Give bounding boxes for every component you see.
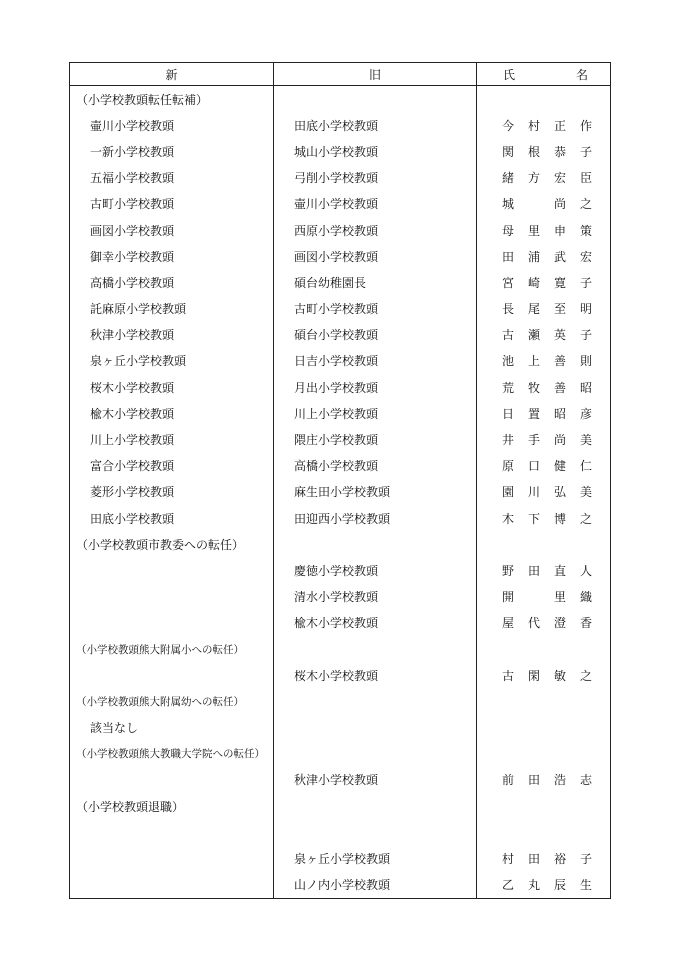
personnel-document [69,62,610,899]
section-row [70,741,611,767]
name-char: 子 [579,275,592,290]
cell-old-position: 清水小学校教頭 [274,584,477,610]
cell-old-position: 画図小学校教頭 [274,243,477,269]
cell-name [477,453,611,479]
cell-old-position [274,715,477,741]
cell-name [477,400,611,426]
name-char: 日 [502,406,515,421]
name-char: 健 [553,459,566,474]
name-char: 荒 [502,380,515,395]
cell-old-position [274,793,477,819]
name-char: 乙 [502,878,515,893]
name-char: 明 [579,302,592,317]
cell-name [477,715,611,741]
cell-new-position: 泉ヶ丘小学校教頭 [70,348,274,374]
name-char: 宏 [553,171,566,186]
cell-new-position: 古町小学校教頭 [70,191,274,217]
table-row [70,819,611,845]
header-old: 旧 [274,63,477,86]
table-row [70,767,611,793]
name-char: 崎 [527,275,540,290]
section-row [70,86,611,113]
header-name-part: 名 [575,67,588,82]
name-char: 屋 [502,616,515,631]
name-char: 臣 [579,171,592,186]
cell-name [477,296,611,322]
table-body [70,86,611,899]
cell-new-position: 高橋小学校教頭 [70,269,274,295]
cell-name [477,191,611,217]
cell-old-position: 城山小学校教頭 [274,138,477,164]
name-char: 宮 [502,275,515,290]
cell-old-position [274,531,477,557]
section-row [70,531,611,557]
cell-old-position: 麻生田小学校教頭 [274,479,477,505]
name-char: 之 [579,197,592,212]
name-char: 之 [579,668,592,683]
name-char: 手 [527,433,540,448]
name-char: 古 [502,328,515,343]
name-char: 池 [502,354,515,369]
name-char: 作 [579,118,592,133]
name-char: 香 [579,616,592,631]
cell-new-position: 壷川小学校教頭 [70,112,274,138]
name-char: 園 [502,485,515,500]
cell-name [477,112,611,138]
name-char: 尚 [553,197,566,212]
name-char: 昭 [553,406,566,421]
table-row [70,872,611,899]
name-char: 田 [502,249,515,264]
cell-name [477,636,611,662]
cell-name [477,688,611,714]
cell-name [477,479,611,505]
name-char: 至 [553,302,566,317]
table-row [70,217,611,243]
cell-name [477,138,611,164]
cell-new-position [70,610,274,636]
name-char: 置 [527,406,540,421]
cell-name [477,243,611,269]
cell-name [477,819,611,845]
name-char: 上 [527,354,540,369]
cell-new-position [70,557,274,583]
cell-old-position: 田迎西小学校教頭 [274,505,477,531]
cell-new-position: 菱形小学校教頭 [70,479,274,505]
cell-name [477,426,611,452]
name-char: 丸 [527,878,540,893]
cell-old-position: 泉ヶ丘小学校教頭 [274,845,477,871]
name-char: 子 [579,328,592,343]
table-row [70,348,611,374]
cell-name [477,269,611,295]
cell-new-position: 楡木小学校教頭 [70,400,274,426]
name-char: 善 [553,380,566,395]
name-char: 直 [553,563,566,578]
cell-name [477,610,611,636]
section-label: （小学校教頭熊大教職大学院への転任） [70,741,274,767]
name-char: 開 [502,590,515,605]
name-char: 人 [579,563,592,578]
name-char: 城 [502,197,515,212]
table-row [70,610,611,636]
cell-name [477,557,611,583]
name-char: 彦 [579,406,592,421]
section-row [70,793,611,819]
cell-name [477,348,611,374]
cell-new-position: 該当なし [70,715,274,741]
section-row [70,636,611,662]
table-row [70,243,611,269]
name-char: 宏 [579,249,592,264]
cell-old-position: 古町小学校教頭 [274,296,477,322]
name-char: 田 [527,852,540,867]
cell-name [477,741,611,767]
cell-new-position: 御幸小学校教頭 [70,243,274,269]
table-row [70,374,611,400]
table-row [70,505,611,531]
name-char: 村 [502,852,515,867]
name-char: 昭 [579,380,592,395]
table-row [70,479,611,505]
name-char: 弘 [553,485,566,500]
name-char: 子 [579,852,592,867]
name-char: 子 [579,144,592,159]
table-row [70,715,611,741]
table-row [70,453,611,479]
name-char: 田 [527,773,540,788]
table-row [70,322,611,348]
name-char: 辰 [553,878,566,893]
name-char: 英 [553,328,566,343]
name-char: 織 [579,590,592,605]
cell-new-position [70,767,274,793]
name-char: 緒 [502,171,515,186]
name-char: 閑 [527,668,540,683]
name-char: 策 [579,223,592,238]
cell-old-position [274,688,477,714]
name-char: 方 [527,171,540,186]
name-char: 古 [502,668,515,683]
name-char: 博 [553,511,566,526]
cell-old-position [274,819,477,845]
cell-new-position: 川上小学校教頭 [70,426,274,452]
header-name-part: 氏 [503,67,516,82]
table-row [70,112,611,138]
cell-name [477,793,611,819]
cell-name [477,845,611,871]
cell-new-position [70,819,274,845]
cell-old-position: 碩台小学校教頭 [274,322,477,348]
name-char: 代 [527,616,540,631]
name-char: 前 [502,773,515,788]
name-char: 長 [502,302,515,317]
section-row [70,688,611,714]
cell-name [477,531,611,557]
cell-new-position: 五福小学校教頭 [70,165,274,191]
table-row [70,191,611,217]
cell-old-position: 川上小学校教頭 [274,400,477,426]
cell-name [477,767,611,793]
cell-old-position: 隈庄小学校教頭 [274,426,477,452]
cell-name [477,217,611,243]
cell-new-position [70,584,274,610]
header-row [70,63,611,86]
name-char: 野 [502,563,515,578]
cell-name [477,374,611,400]
cell-new-position: 田底小学校教頭 [70,505,274,531]
name-char: 根 [527,144,540,159]
name-char: 里 [527,223,540,238]
table-row [70,400,611,426]
cell-old-position: 弓削小学校教頭 [274,165,477,191]
cell-old-position: 桜木小学校教頭 [274,662,477,688]
name-char [528,195,540,212]
section-label: （小学校教頭退職） [70,793,274,819]
name-char: 里 [553,590,566,605]
name-char: 之 [579,511,592,526]
name-char: 則 [579,354,592,369]
name-char: 志 [579,773,592,788]
section-label: （小学校教頭熊大附属幼への転任） [70,688,274,714]
name-char: 井 [502,433,515,448]
personnel-table [69,62,611,899]
table-row [70,138,611,164]
name-char: 美 [579,485,592,500]
name-char: 下 [527,511,540,526]
name-char: 生 [579,878,592,893]
cell-name [477,86,611,113]
cell-old-position [274,741,477,767]
name-char: 恭 [553,144,566,159]
name-char: 浩 [553,773,566,788]
name-char: 申 [553,223,566,238]
cell-new-position: 一新小学校教頭 [70,138,274,164]
name-char: 田 [527,563,540,578]
cell-old-position: 山ノ内小学校教頭 [274,872,477,899]
cell-old-position: 楡木小学校教頭 [274,610,477,636]
cell-name [477,872,611,899]
table-row [70,269,611,295]
name-char: 関 [502,144,515,159]
section-label: （小学校教頭市教委への転任） [70,531,274,557]
name-char: 寛 [553,275,566,290]
table-row [70,296,611,322]
cell-old-position: 慶徳小学校教頭 [274,557,477,583]
cell-old-position: 田底小学校教頭 [274,112,477,138]
name-char: 尚 [553,433,566,448]
name-char: 村 [527,118,540,133]
name-char: 牧 [527,380,540,395]
table-row [70,165,611,191]
cell-new-position: 託麻原小学校教頭 [70,296,274,322]
cell-old-position: 碩台幼稚園長 [274,269,477,295]
cell-old-position: 月出小学校教頭 [274,374,477,400]
cell-new-position [70,845,274,871]
name-char: 美 [579,433,592,448]
name-char: 川 [527,485,540,500]
cell-new-position: 画図小学校教頭 [70,217,274,243]
table-row [70,426,611,452]
name-char: 木 [502,511,515,526]
name-char: 澄 [553,616,566,631]
name-char: 裕 [553,852,566,867]
cell-old-position [274,636,477,662]
cell-old-position: 秋津小学校教頭 [274,767,477,793]
name-char: 瀬 [527,328,540,343]
section-label: （小学校教頭転任転補） [70,86,274,113]
header-new: 新 [70,63,274,86]
table-row [70,584,611,610]
name-char: 仁 [579,459,592,474]
cell-name [477,505,611,531]
cell-old-position [274,86,477,113]
table-row [70,662,611,688]
name-char: 武 [553,249,566,264]
cell-name [477,584,611,610]
name-char: 正 [553,118,566,133]
name-char: 今 [502,118,515,133]
section-label: （小学校教頭熊大附属小への転任） [70,636,274,662]
cell-name [477,322,611,348]
name-char: 浦 [527,249,540,264]
name-char [528,588,540,605]
table-row [70,557,611,583]
cell-new-position [70,872,274,899]
cell-old-position: 西原小学校教頭 [274,217,477,243]
name-char: 敏 [553,668,566,683]
cell-old-position: 高橋小学校教頭 [274,453,477,479]
cell-name [477,662,611,688]
name-char: 尾 [527,302,540,317]
name-char: 善 [553,354,566,369]
name-char: 口 [527,459,540,474]
cell-old-position: 日吉小学校教頭 [274,348,477,374]
name-char: 原 [502,459,515,474]
cell-new-position [70,662,274,688]
cell-new-position: 秋津小学校教頭 [70,322,274,348]
name-char: 母 [502,223,515,238]
header-name [477,63,611,86]
cell-old-position: 壷川小学校教頭 [274,191,477,217]
cell-new-position: 富合小学校教頭 [70,453,274,479]
cell-name [477,165,611,191]
cell-new-position: 桜木小学校教頭 [70,374,274,400]
table-row [70,845,611,871]
